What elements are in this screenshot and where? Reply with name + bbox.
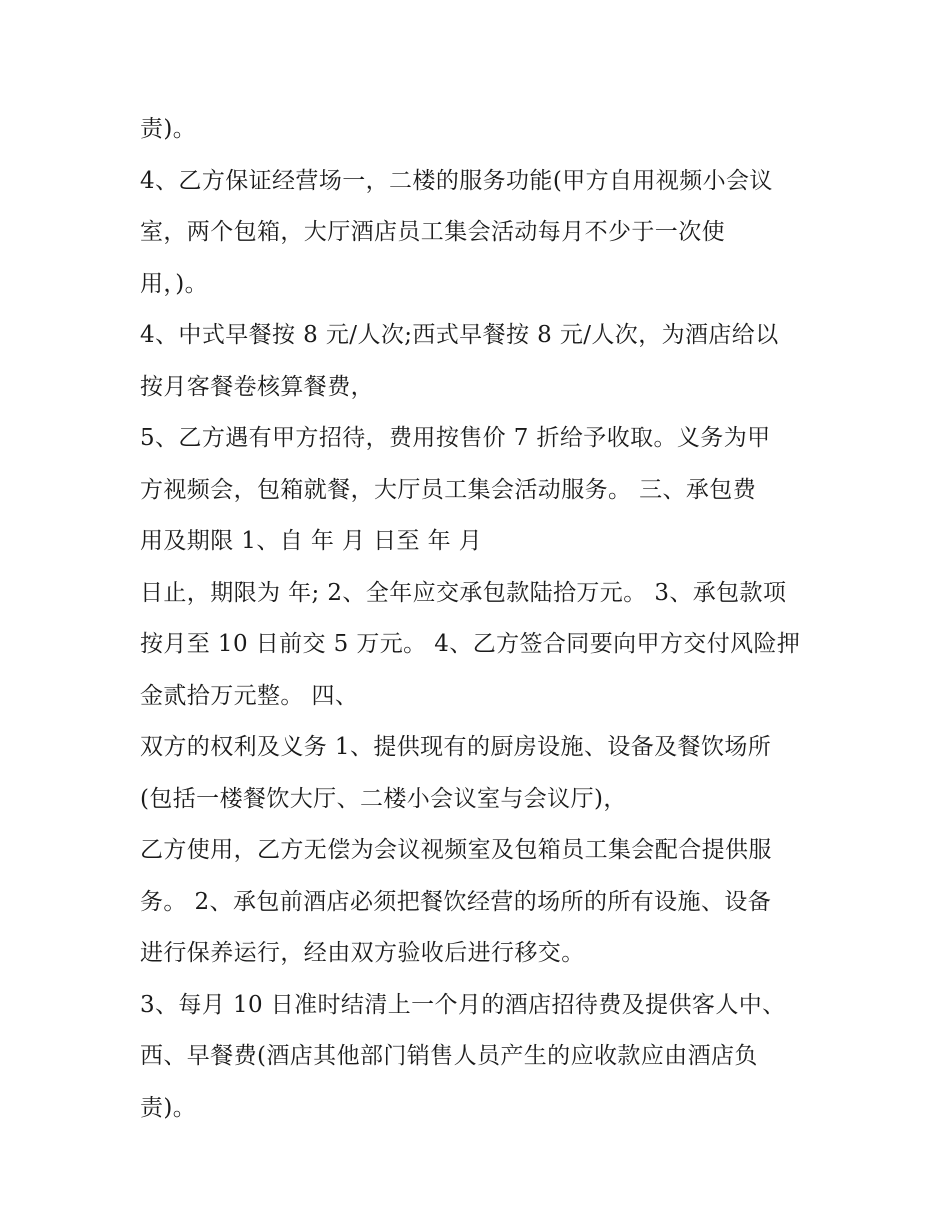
text-line: 西、早餐费(酒店其他部门销售人员产生的应收款应由酒店负 [140, 1043, 758, 1069]
text-line: 责)。 [140, 1094, 197, 1121]
text-line: 4、乙方保证经营场一，二楼的服务功能(甲方自用视频小会议 [140, 167, 773, 194]
text-line: 日止，期限为 年; 2、全年应交承包款陆拾万元。 3、承包款项 [140, 579, 787, 606]
text-line: 4、中式早餐按 8 元/人次;西式早餐按 8 元/人次，为酒店给以 [140, 322, 779, 348]
text-line: 进行保养运行，经由双方验收后进行移交。 [140, 940, 585, 966]
document-body [140, 104, 830, 1134]
text-line: 乙方使用，乙方无偿为会议视频室及包箱员工集会配合提供服 [140, 837, 772, 863]
text-line: 5、乙方遇有甲方招待，费用按售价 7 折给予收取。义务为甲 [140, 425, 771, 451]
text-line: 方视频会，包箱就餐，大厅员工集会活动服务。 三、承包费 [140, 476, 757, 503]
text-line: 责)。 [140, 116, 197, 142]
text-line: 3、每月 10 日准时结清上一个月的酒店招待费及提供客人中、 [140, 991, 786, 1018]
text-line: 金贰拾万元整。 四、 [140, 682, 359, 709]
text-line: (包括一楼餐饮大厅、二楼小会议室与会议厅)， [140, 785, 627, 812]
text-line: 用，)。 [140, 270, 209, 297]
text-line: 按月至 10 日前交 5 万元。 4、乙方签合同要向甲方交付风险押 [140, 631, 801, 657]
text-line: 务。 2、承包前酒店必须把餐饮经营的场所的所有设施、设备 [140, 888, 772, 915]
text-line: 室，两个包箱，大厅酒店员工集会活动每月不少于一次使 [140, 219, 725, 245]
text-line: 按月客餐卷核算餐费， [140, 373, 374, 400]
text-line: 用及期限 1、自 年 月 日至 年 月 [140, 528, 483, 554]
text-line: 双方的权利及义务 1、提供现有的厨房设施、设备及餐饮场所 [140, 734, 772, 760]
